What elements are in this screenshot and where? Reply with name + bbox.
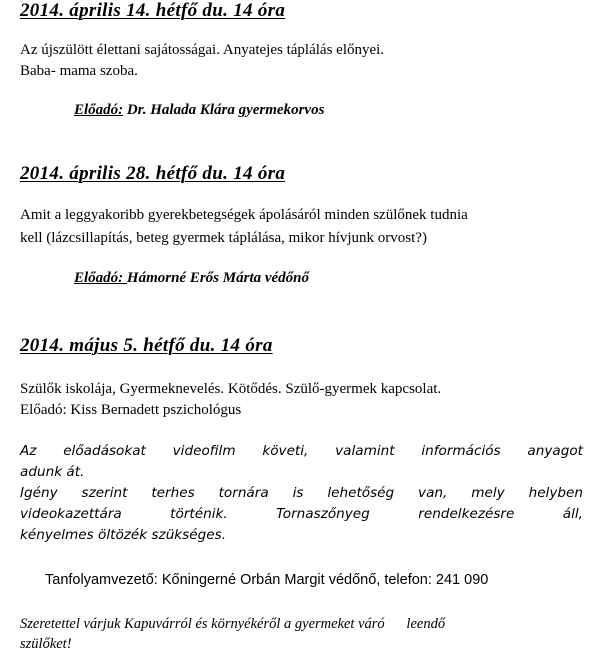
session-2-speaker-label: Előadó: — [74, 270, 127, 286]
info-line-2: adunk át. — [20, 464, 85, 480]
organizer-line: Tanfolyamvezető: Kőningerné Orbán Margit védőnő, telefon: 241 090 — [45, 572, 489, 588]
info-line-4: videokazettára történik. Tornaszőnyeg rendelkezésre áll, — [20, 506, 583, 522]
session-1-speaker-label: Előadó: — [74, 102, 124, 118]
session-1-heading: 2014. április 14. hétfő du. 14 óra — [20, 0, 286, 21]
info-line-5: kényelmes öltözék szükséges. — [20, 527, 227, 543]
session-1-speaker-name: Dr. Halada Klára gyermekorvos — [123, 102, 325, 118]
session-3-speaker-line: Előadó: Kiss Bernadett pszichológus — [20, 402, 242, 418]
closing-note — [20, 614, 560, 654]
session-1-topic-line-1: Az újszülött élettani sajátosságai. Anyatejes táplálás előnyei. — [20, 42, 385, 58]
info-line-1: Az előadásokat videofilm követi, valamint információs anyagot — [20, 443, 583, 459]
session-2-heading: 2014. április 28. hétfő du. 14 óra — [20, 163, 286, 184]
session-2-speaker — [74, 270, 309, 287]
session-1-speaker — [74, 102, 324, 119]
session-3-heading: 2014. május 5. hétfő du. 14 óra — [20, 335, 273, 356]
session-1-topic-line-2: Baba- mama szoba. — [20, 63, 138, 79]
session-2-topic-line-2: kell (lázcsillapítás, beteg gyermek táplálása, mikor hívjunk orvost?) — [20, 230, 427, 246]
info-line-3: Igény szerint terhes tornára is lehetőség van, mely helyben — [20, 485, 583, 501]
session-2-speaker-name: Hámorné Erős Márta védőnő — [126, 270, 310, 286]
closing-line-2: szülőket! — [20, 636, 72, 652]
session-2-topic-line-1: Amit a leggyakoribb gyerekbetegségek ápolásáról minden szülőnek tudnia — [20, 207, 468, 223]
session-3-topic-line-1: Szülők iskolája, Gyermeknevelés. Kötődés. Szülő-gyermek kapcsolat. — [20, 381, 442, 397]
closing-line-1: Szeretettel várjuk Kapuvárról és környékéről a gyermeket váró leendő — [20, 616, 446, 632]
info-paragraph — [20, 441, 583, 546]
